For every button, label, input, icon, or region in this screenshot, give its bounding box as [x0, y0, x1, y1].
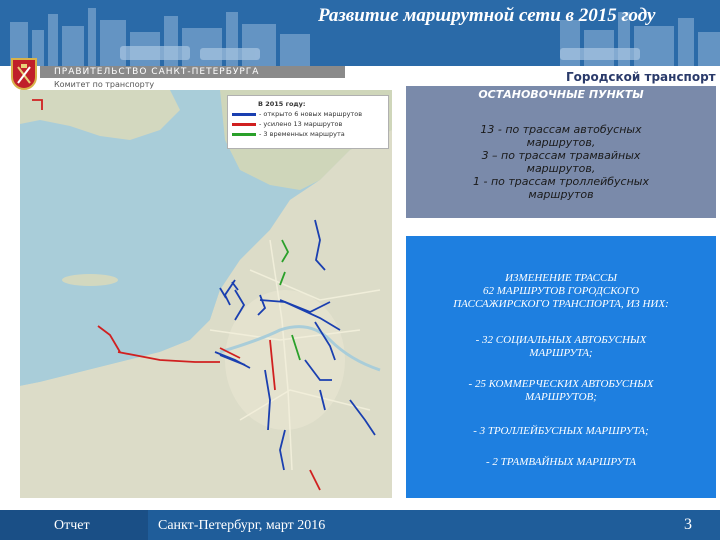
legend-swatch-red	[232, 123, 256, 126]
legend-item-strengthened-routes	[232, 120, 342, 129]
stops-line: 1 - по трассам троллейбусных	[473, 175, 649, 188]
stops-line: маршрутов,	[526, 136, 596, 149]
legend-title: В 2015 году:	[258, 100, 306, 108]
route-map	[20, 90, 392, 498]
route-changes-panel	[406, 236, 716, 498]
changes-heading-line: 62 МАРШРУТОВ ГОРОДСКОГО	[482, 285, 640, 297]
legend-item-new-routes	[232, 110, 362, 119]
government-name: ПРАВИТЕЛЬСТВО САНКТ-ПЕТЕРБУРГА	[54, 67, 260, 77]
stops-line: 13 - по трассам автобусных	[480, 123, 642, 136]
legend-item-temporary-routes	[232, 130, 345, 139]
legend-swatch-green	[232, 133, 256, 136]
stops-line: 3 – по трассам трамвайных	[481, 149, 641, 162]
changes-item-line: МАРШРУТОВ;	[525, 391, 597, 403]
committee-name: Комитет по транспорту	[54, 80, 155, 89]
slide-title: Развитие маршрутной сети в 2015 году	[318, 5, 656, 26]
legend-swatch-blue	[232, 113, 256, 116]
coat-of-arms-icon	[11, 58, 37, 90]
footer-bar	[0, 510, 720, 540]
changes-heading-line: ИЗМЕНЕНИЕ ТРАССЫ	[505, 272, 617, 284]
footer-city-date: Санкт-Петербург, март 2016	[158, 518, 326, 533]
legend-label: - открыто 6 новых маршрутов	[259, 110, 363, 118]
changes-heading-line: ПАССАЖИРСКОГО ТРАНСПОРТА, ИЗ НИХ:	[453, 298, 669, 310]
footer-report-label: Отчет	[54, 518, 90, 533]
map-legend	[227, 95, 389, 149]
changes-item-line: - 25 КОММЕРЧЕСКИХ АВТОБУСНЫХ	[468, 378, 654, 390]
changes-item-line: - 2 ТРАМВАЙНЫХ МАРШРУТА	[486, 456, 636, 468]
map-image	[20, 90, 392, 498]
page-number: 3	[684, 516, 692, 533]
stops-list	[426, 123, 696, 201]
legend-label: - 3 временных маршрута	[259, 130, 345, 138]
changes-item-line: - 3 ТРОЛЛЕЙБУСНЫХ МАРШРУТА;	[473, 425, 649, 437]
stops-line: маршрутов,	[526, 162, 596, 175]
header-banner	[0, 0, 720, 66]
stops-line: маршрутов	[528, 188, 594, 201]
legend-label: - усилено 13 маршрутов	[259, 120, 343, 128]
stops-heading: ОСТАНОВОЧНЫЕ ПУНКТЫ	[478, 88, 644, 101]
changes-item-line: МАРШРУТА;	[529, 347, 593, 359]
stops-panel	[406, 86, 716, 218]
changes-item-line: - 32 СОЦИАЛЬНЫХ АВТОБУСНЫХ	[475, 334, 647, 346]
section-label: Городской транспорт	[566, 70, 716, 84]
